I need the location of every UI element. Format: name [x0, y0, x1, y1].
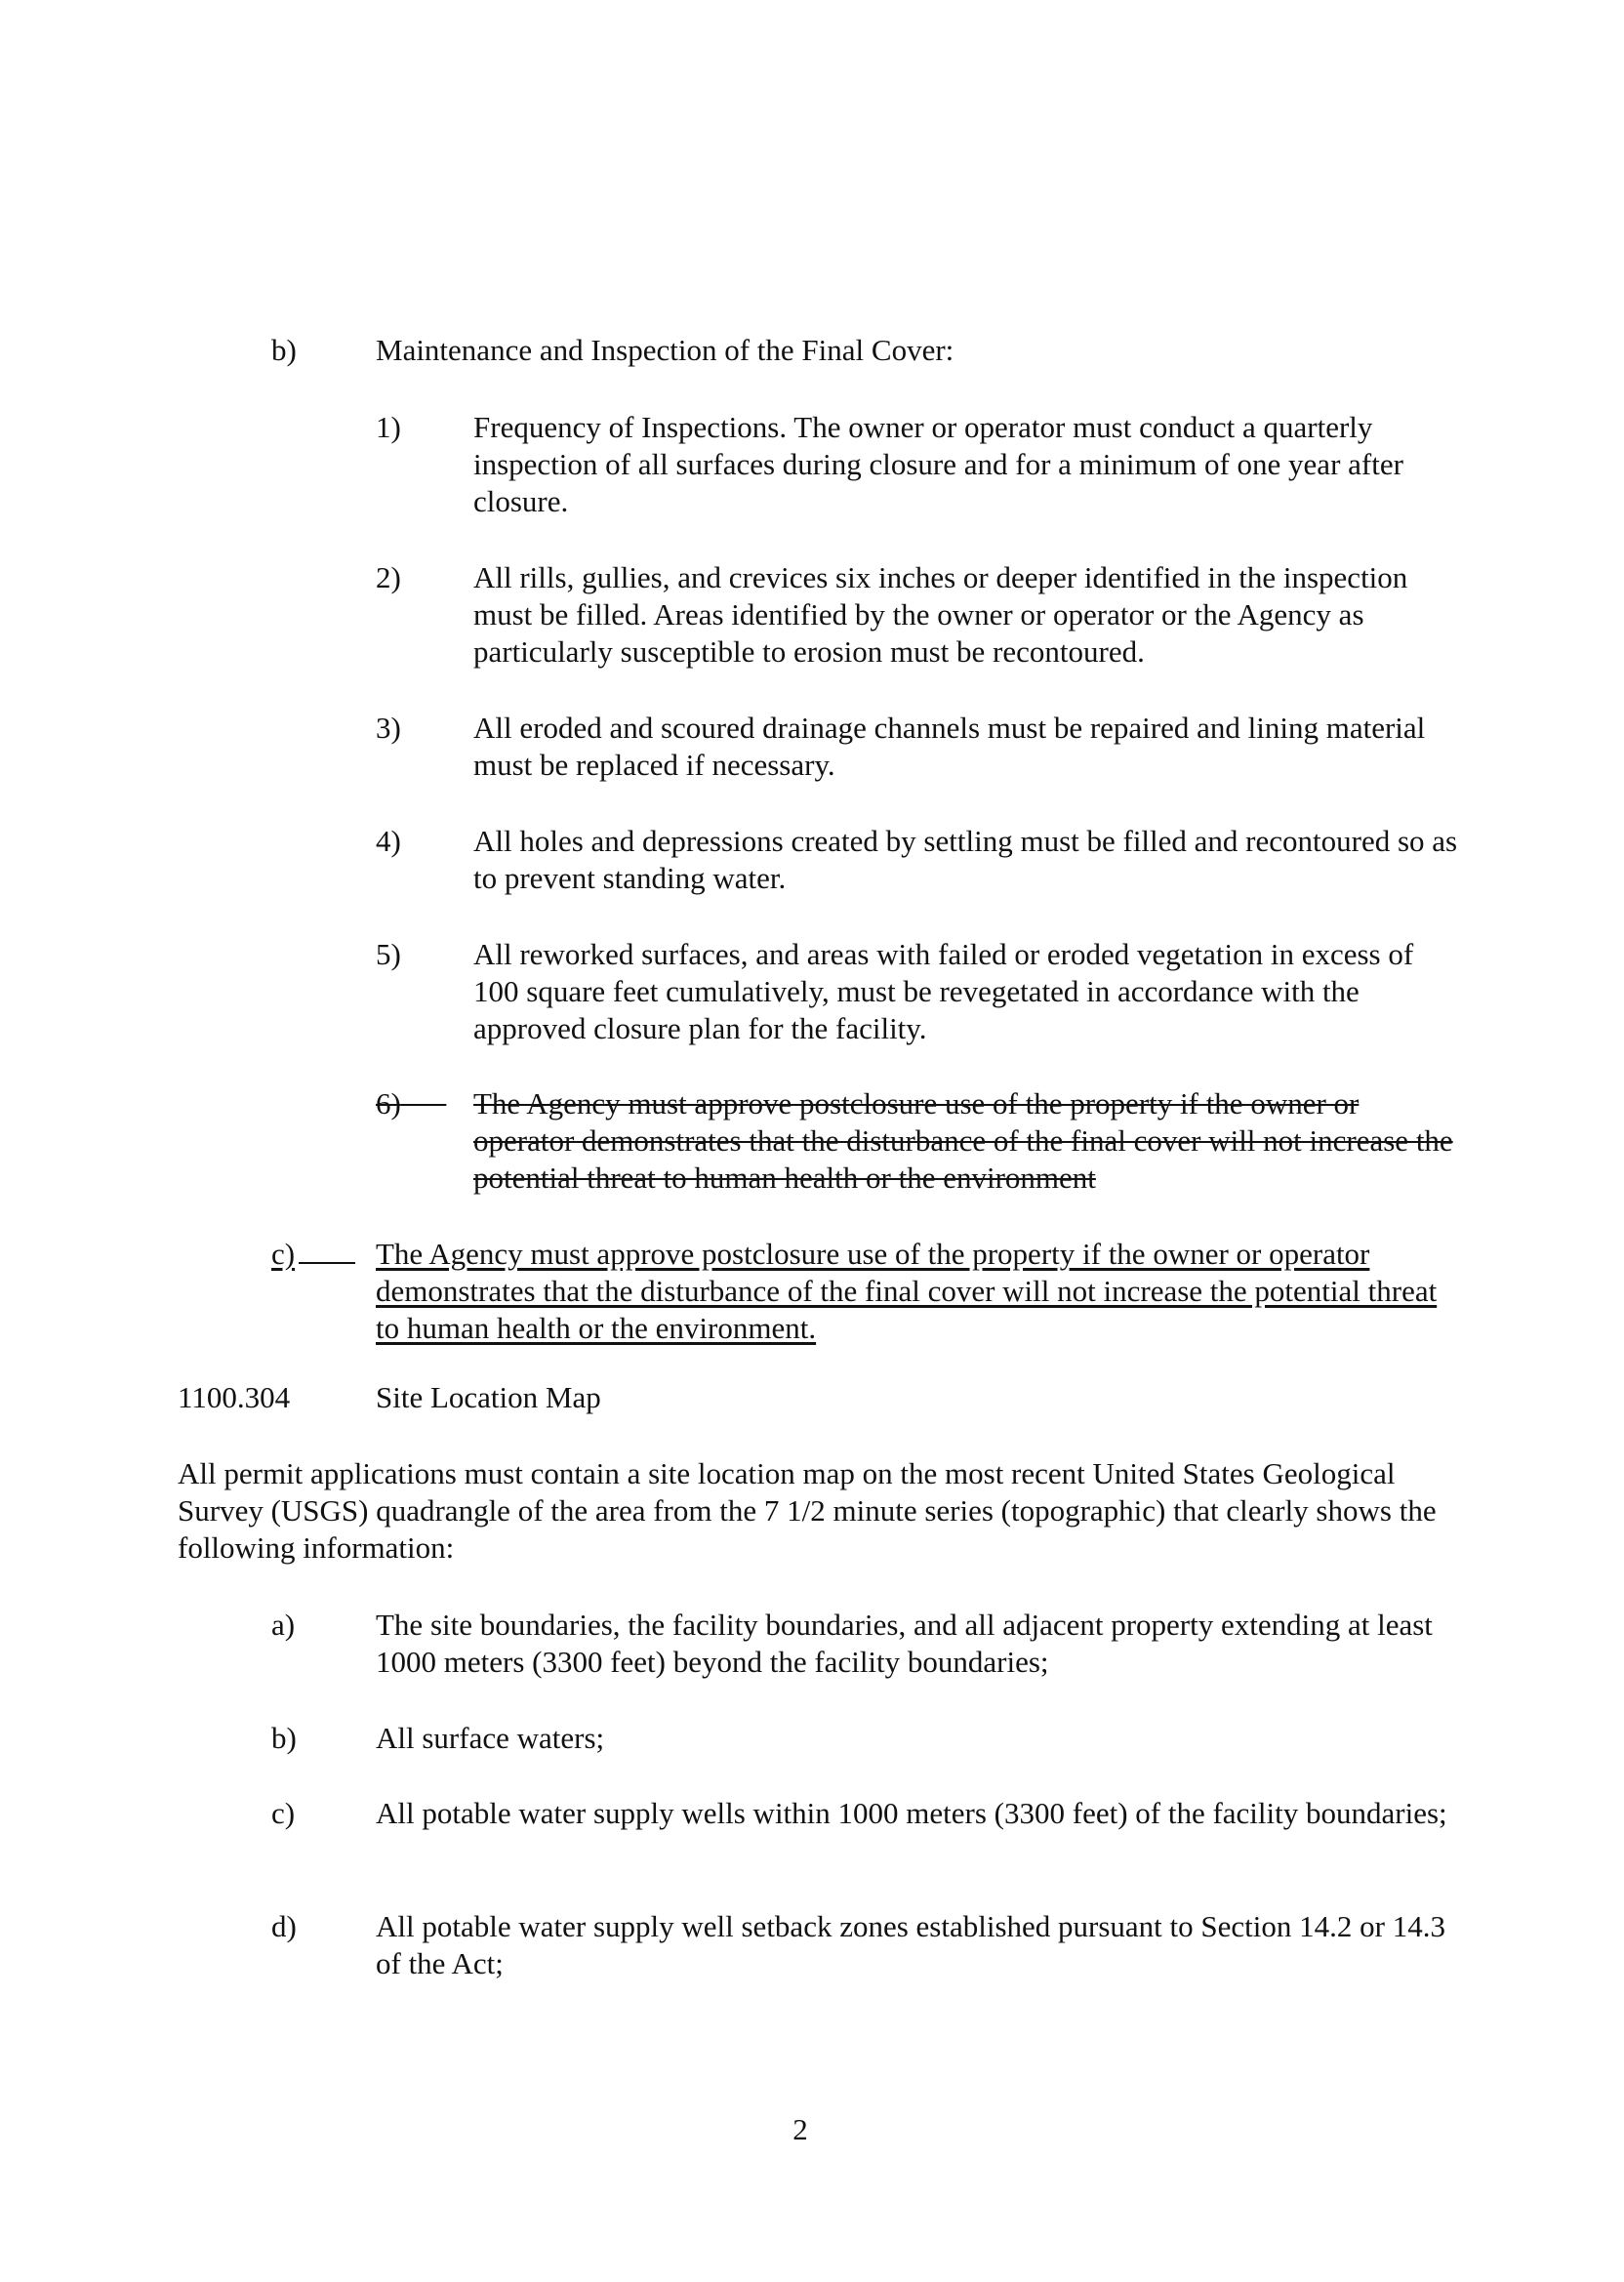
- item-1-text: Frequency of Inspections. The owner or operator must conduct a quarterly inspection of all surfaces during closure and for a minimum of one year after closure.: [473, 410, 1403, 518]
- item-3-text: All eroded and scoured drainage channels must be repaired and lining material must be replaced if necessary.: [473, 711, 1426, 782]
- item-2-text: All rills, gullies, and crevices six inches or deeper identified in the inspection must be filled. Areas identified by the owner or operator or the Agency as particularly susceptible to erosion must be recontoured.: [473, 560, 1408, 669]
- item-6-marker-label: 6): [376, 1086, 401, 1121]
- item-3-marker: 3): [376, 711, 401, 745]
- item-4-text: All holes and depressions created by settling must be filled and recontoured so as to prevent standing water.: [473, 824, 1458, 895]
- item-c-marker: c): [271, 1796, 296, 1830]
- item-a-text: The site boundaries, the facility boundaries, and all adjacent property extending at least 1000 meters (3300 feet) beyond the facility boundaries;: [376, 1608, 1433, 1679]
- section-c-marker-label: c): [271, 1237, 296, 1271]
- section-b-heading: Maintenance and Inspection of the Final Cover:: [376, 333, 954, 367]
- item-2-marker: 2): [376, 560, 401, 594]
- section-c-marker: [271, 1236, 355, 1273]
- section-c-underline-gap: [299, 1261, 355, 1264]
- item-d-marker: d): [271, 1909, 297, 1943]
- section-b-marker: b): [271, 333, 297, 367]
- item-6-marker: [376, 1085, 473, 1122]
- item-6-text-deleted: The Agency must approve postclosure use of the property if the owner or operator demonstrates that the disturbance of the final cover will not increase the potential threat to human health or the environment: [473, 1086, 1453, 1195]
- item-5-text: All reworked surfaces, and areas with failed or eroded vegetation in excess of 100 square feet cumulatively, must be revegetated in accordance with the approved closure plan for the facility.: [473, 937, 1414, 1045]
- section-304-title: Site Location Map: [376, 1380, 601, 1414]
- section-304-intro: All permit applications must contain a site location map on the most recent United States Geological Survey (USGS) quadrangle of the area from the 7 1/2 minute series (topographic) that clearly shows the following information:: [178, 1456, 1437, 1565]
- section-304-number: 1100.304: [178, 1380, 291, 1414]
- item-1-marker: 1): [376, 410, 401, 444]
- item-4-marker: 4): [376, 824, 401, 858]
- item-b-text: All surface waters;: [376, 1721, 605, 1755]
- item-5-marker: 5): [376, 937, 401, 971]
- page-number: 2: [792, 2112, 808, 2146]
- section-c-text-inserted: The Agency must approve postclosure use of the property if the owner or operator demonstrates that the disturbance of the final cover will not increase the potential threat to human health or the environment.: [376, 1237, 1438, 1345]
- item-c-text: All potable water supply wells within 1000 meters (3300 feet) of the facility boundaries;: [376, 1796, 1447, 1830]
- item-b-marker: b): [271, 1721, 297, 1755]
- item-d-text: All potable water supply well setback zones established pursuant to Section 14.2 or 14.3 of the Act;: [376, 1909, 1445, 1980]
- item-a-marker: a): [271, 1608, 296, 1642]
